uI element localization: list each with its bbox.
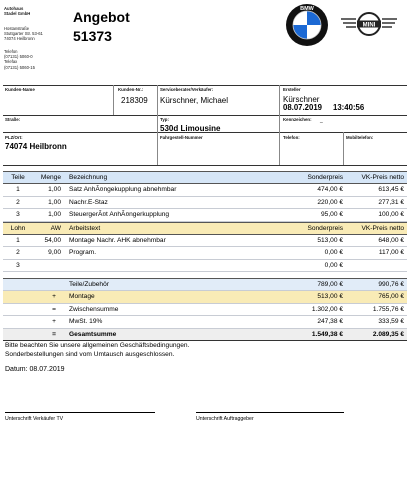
header-vline-3 bbox=[279, 85, 280, 165]
table-row bbox=[3, 209, 407, 221]
creator-name: Kürschner bbox=[283, 95, 320, 104]
totals-special: 1.302,00 € bbox=[311, 305, 343, 313]
labor-aw: 9,00 bbox=[48, 249, 61, 257]
table-row bbox=[3, 235, 407, 247]
labor-col-arbeitstext: Arbeitstext bbox=[69, 224, 101, 232]
labor-col-vk: VK-Preis netto bbox=[361, 224, 404, 232]
bmw-logo bbox=[285, 3, 329, 47]
totals-sign: + bbox=[52, 293, 56, 301]
terms-note-line2: Sonderbestellungen sind vom Umtausch ausgeschlossen. bbox=[5, 351, 175, 358]
labor-text: Program. bbox=[69, 249, 97, 257]
totals-label: Zwischensumme bbox=[69, 305, 119, 313]
totals-special: 1.549,38 € bbox=[311, 330, 343, 338]
parts-qty: 1,00 bbox=[48, 198, 61, 206]
parts-special: 474,00 € bbox=[317, 186, 343, 194]
labor-header-row bbox=[3, 222, 407, 235]
header-vline-4 bbox=[343, 132, 344, 165]
parts-col-bezeichnung: Bezeichnung bbox=[69, 174, 108, 181]
dealer-contact: Telefon (07131) 5060-0 Telefax (07131) 5060-15 bbox=[4, 49, 35, 70]
parts-pos: 2 bbox=[16, 198, 20, 206]
street-label: Straße: bbox=[5, 117, 21, 122]
totals-table bbox=[3, 278, 407, 341]
parts-header-row bbox=[3, 171, 407, 184]
type-value: 530d Limousine bbox=[160, 124, 221, 133]
phone-label: Telefon: bbox=[283, 135, 300, 140]
terms-note bbox=[5, 341, 189, 359]
totals-label: Teile/Zubehör bbox=[69, 281, 109, 288]
table-row bbox=[3, 247, 407, 259]
totals-row-subtotal bbox=[3, 304, 407, 316]
parts-desc: SteuergerÃ¤t AnhÃ¤ngerkupplung bbox=[69, 211, 170, 219]
parts-special: 95,00 € bbox=[321, 211, 343, 219]
parts-net: 100,00 € bbox=[378, 211, 404, 219]
customer-name-label: Kunden-Name bbox=[5, 87, 35, 92]
parts-qty: 1,00 bbox=[48, 211, 61, 219]
city-value: 74074 Heilbronn bbox=[5, 142, 67, 151]
totals-net: 2.089,35 € bbox=[372, 330, 404, 338]
header-line-bottom bbox=[3, 165, 407, 166]
totals-sign: = bbox=[52, 305, 56, 313]
parts-pos: 3 bbox=[16, 211, 20, 219]
parts-qty: 1,00 bbox=[48, 186, 61, 194]
type-label: Typ: bbox=[160, 117, 169, 122]
mini-logo-text: MINI bbox=[362, 22, 376, 29]
creator-time: 13:40:56 bbox=[333, 103, 365, 112]
plate-value: _ bbox=[320, 118, 323, 124]
bmw-logo-letters: BMW bbox=[300, 5, 314, 12]
parts-net: 277,31 € bbox=[378, 198, 404, 206]
parts-pos: 1 bbox=[16, 186, 20, 194]
parts-col-vk: VK-Preis netto bbox=[361, 174, 404, 181]
signature-label-client: Unterschrift Auftraggeber bbox=[196, 416, 254, 422]
labor-aw: 54,00 bbox=[44, 236, 61, 244]
document-title: Angebot bbox=[73, 9, 130, 25]
totals-sign: + bbox=[52, 318, 56, 326]
totals-net: 990,76 € bbox=[378, 281, 404, 288]
dealer-address: Hostanstraße Stuttgarter Str. 53-61 74074 Heilbronn bbox=[4, 26, 43, 42]
labor-text: Montage Nachr. AHK abnehmbar bbox=[69, 236, 166, 244]
labor-col-sonderpreis: Sonderpreis bbox=[307, 224, 343, 232]
labor-pos: 2 bbox=[16, 249, 20, 257]
totals-label: MwSt. 19% bbox=[69, 318, 103, 326]
table-row bbox=[3, 184, 407, 196]
header-vline-1 bbox=[113, 85, 114, 115]
table-row bbox=[3, 260, 407, 272]
totals-row-labor bbox=[3, 291, 407, 303]
totals-net: 1.755,76 € bbox=[372, 305, 404, 313]
document-number: 51373 bbox=[73, 28, 112, 44]
plate-label: Kennzeichen: bbox=[283, 117, 312, 122]
mini-logo bbox=[338, 10, 400, 38]
totals-row-grand bbox=[3, 329, 407, 341]
signature-line-right bbox=[196, 412, 344, 413]
parts-col-teile: Teile bbox=[11, 174, 25, 181]
header-vline-2 bbox=[157, 85, 158, 165]
labor-net: 648,00 € bbox=[378, 236, 404, 244]
labor-col-lohn: Lohn bbox=[10, 224, 26, 232]
header-line-mid1 bbox=[3, 115, 407, 116]
vin-label: Fahrgestell-Nummer bbox=[160, 135, 203, 140]
table-row bbox=[3, 197, 407, 209]
customer-no-label: Kunden-Nr.: bbox=[118, 87, 144, 92]
totals-row-vat bbox=[3, 316, 407, 328]
parts-col-sonderpreis: Sonderpreis bbox=[307, 174, 343, 181]
advisor: Kürschner, Michael bbox=[160, 96, 229, 105]
totals-row-parts bbox=[3, 279, 407, 291]
totals-sign: = bbox=[52, 330, 56, 338]
labor-special: 0,00 € bbox=[324, 261, 343, 269]
parts-col-menge: Menge bbox=[40, 174, 61, 181]
totals-label: Gesamtsumme bbox=[69, 330, 117, 338]
totals-label: Montage bbox=[69, 293, 95, 301]
parts-special: 220,00 € bbox=[317, 198, 343, 206]
labor-special: 513,00 € bbox=[317, 236, 343, 244]
advisor-label: Serviceberater/Verkäufer: bbox=[160, 87, 214, 92]
totals-net: 765,00 € bbox=[378, 293, 404, 301]
dealer-name: Autohaus Stadel GmbH bbox=[4, 6, 31, 17]
labor-net: 117,00 € bbox=[378, 249, 404, 257]
creator-date: 08.07.2019 bbox=[283, 103, 323, 112]
mobile-label: Mobiltelefon: bbox=[346, 135, 374, 140]
signature-label-seller: Unterschrift Verkäufer TV bbox=[5, 416, 64, 422]
labor-pos: 1 bbox=[16, 236, 20, 244]
date-line: Datum: 08.07.2019 bbox=[5, 366, 65, 373]
totals-net: 333,59 € bbox=[378, 318, 404, 326]
parts-table bbox=[3, 171, 407, 272]
parts-net: 613,45 € bbox=[378, 186, 404, 194]
customer-no: 218309 bbox=[121, 96, 148, 105]
signature-line-left bbox=[5, 412, 155, 413]
parts-desc: Satz AnhÃ¤ngekupplung abnehmbar bbox=[69, 186, 177, 194]
labor-special: 0,00 € bbox=[324, 249, 343, 257]
labor-col-aw: AW bbox=[50, 224, 61, 232]
terms-note-line1: Bitte beachten Sie unsere allgemeinen Geschäftsbedingungen. bbox=[5, 342, 190, 349]
totals-special: 789,00 € bbox=[317, 281, 343, 288]
totals-special: 513,00 € bbox=[317, 293, 343, 301]
creator-label: Ersteller bbox=[283, 87, 301, 92]
labor-pos: 3 bbox=[16, 261, 20, 269]
header-line-top bbox=[3, 85, 407, 86]
city-label: PLZ/Ort: bbox=[5, 135, 23, 140]
parts-desc: Nachr.E-Staz bbox=[69, 198, 108, 206]
totals-special: 247,38 € bbox=[317, 318, 343, 326]
